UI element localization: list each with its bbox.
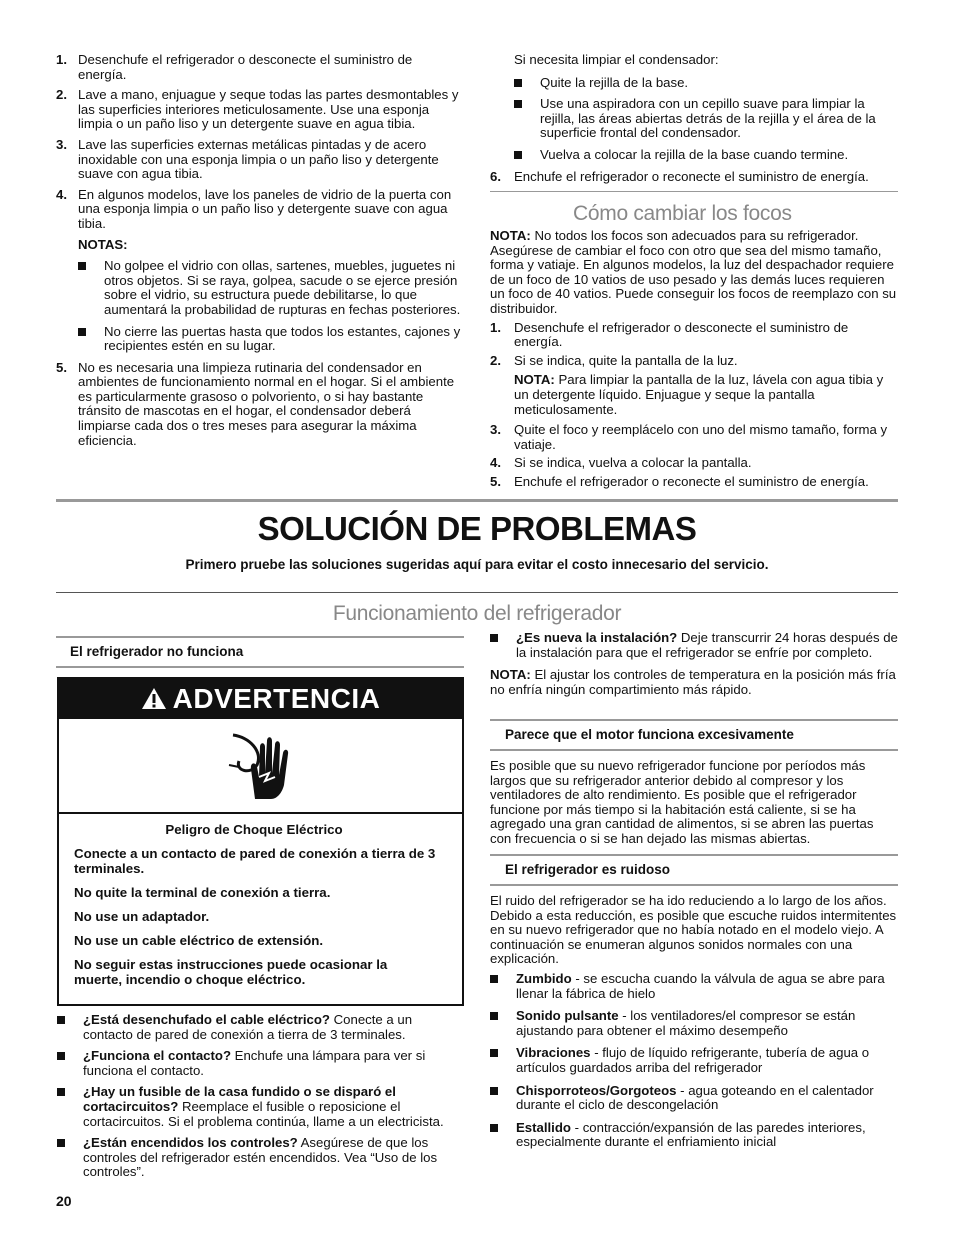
bullet-icon: [57, 1088, 65, 1096]
hazard-label: Peligro de Choque Eléctrico: [165, 822, 343, 837]
check-item: ¿Está desenchufado el cable eléctrico? Conecte a un contacto de pared de conexión a tierra de 3 terminales.: [57, 1013, 465, 1042]
not-working-heading: El refrigerador no funciona: [70, 644, 244, 659]
checks-list: [57, 1013, 465, 1187]
noisy-heading: El refrigerador es ruidoso: [505, 862, 671, 877]
bullet-icon: [57, 1052, 65, 1060]
warning-line: Conecte a un contacto de pared de conexión a tierra de 3 terminales.: [74, 846, 436, 876]
warning-line: No quite la terminal de conexión a tierra.: [74, 885, 331, 900]
right-trouble-top: [490, 631, 898, 697]
step-4: 4. En algunos modelos, lave los paneles de vidrio de la puerta con una esponja limpia o un paño liso y detergente suave con agua tibia.: [56, 186, 452, 231]
right-column-top: [490, 53, 898, 190]
bullet-icon: [490, 1012, 498, 1020]
check-item: ¿Funciona el contacto? Enchufe una lámpara para ver si funciona el contacto.: [57, 1049, 465, 1078]
bullet-icon: [78, 262, 86, 270]
nota-item: No golpee el vidrio con ollas, sartenes, muebles, juguetes ni otros objetos. Si se raya, golpea, sacude o se ejerce presión sobre el vidrio, su estructura puede debilitarse, lo que aumentará la probabilidad de rupturas en fechas posteriores.: [78, 259, 464, 317]
step-6: 6. Enchufe el refrigerador o reconecte el suministro de energía.: [490, 168, 869, 184]
focos-sub-note: NOTA: Para limpiar la pantalla de la luz, lávela con agua tibia y un detergente líquido. Enjuague y seque la pantalla meticulosamente.: [514, 372, 884, 417]
bullet-icon: [514, 79, 522, 87]
noise-item: Chisporroteos/Gorgoteos - agua goteando en el calentador durante el ciclo de descongelación: [490, 1084, 898, 1113]
bullet-icon: [57, 1016, 65, 1024]
warning-banner: ADVERTENCIA: [59, 679, 462, 719]
divider: [56, 592, 898, 593]
warning-box: [57, 677, 464, 1006]
nota-item: No cierre las puertas hasta que todos los estantes, cajones y recipientes estén en su lugar.: [78, 325, 464, 354]
troubleshoot-title: SOLUCIÓN DE PROBLEMAS: [257, 510, 697, 547]
step-1: 1. Desenchufe el refrigerador o desconecte el suministro de energía.: [56, 52, 413, 82]
check-item: ¿Es nueva la instalación? Deje transcurrir 24 horas después de la instalación para que el refrigerador se enfríe por completo.: [490, 631, 898, 660]
warning-line: No use un adaptador.: [74, 909, 210, 924]
bullet-icon: [514, 151, 522, 159]
subhead-rule-top: [490, 719, 898, 721]
divider: [490, 191, 898, 192]
step-2: 2. Lave a mano, enjuague y seque todas las partes desmontables y las superficies interiores meticulosamente. Use una esponja limpia o un paño liso y un detergente suave en agua tibia.: [56, 87, 459, 132]
bullet-icon: [490, 1087, 498, 1095]
focos-step-1: 1. Desenchufe el refrigerador o desconecte el suministro de energía.: [490, 319, 849, 350]
troubleshoot-subtitle: Primero pruebe las soluciones sugeridas aquí para evitar el costo innecesario del servicio.: [185, 557, 769, 572]
noise-item: Zumbido - se escucha cuando la válvula de agua se abre para llenar la fábrica de hielo: [490, 972, 898, 1001]
condenser-item: Vuelva a colocar la rejilla de la base cuando termine.: [514, 148, 898, 163]
focos-step-3: 3. Quite el foco y reemplácelo con uno del mismo tamaño, forma y vatiaje.: [490, 422, 888, 452]
shock-icon-area: [59, 719, 462, 814]
focos-note: NOTA: No todos los focos son adecuados para su refrigerador. Asegúrese de cambiar el foco con otro que sea del mismo tamaño, forma y vatiaje. En algunos modelos, la luz del despachador requiere de un foco de 10 vatios de uso pesado y las demás luces requieren un foco de 40 vatios. Puede conseguir los focos de reemplazo con su distribuidor.: [490, 228, 897, 316]
step-3: 3. Lave las superficies externas metálicas pintadas y de acero inoxidable con una esponja limpia o un paño liso y detergente suave con agua tibia.: [56, 136, 439, 182]
subhead-rule-bottom: [490, 749, 898, 751]
motor-heading: Parece que el motor funciona excesivamente: [505, 727, 794, 742]
subhead-rule-top: [56, 636, 464, 638]
condenser-item: Use una aspiradora con un cepillo suave para limpiar la rejilla, las áreas abiertas detrás de la rejilla y el área de la superficie frontal del condensador.: [514, 97, 898, 141]
bullet-icon: [490, 1124, 498, 1132]
focos-step-4: 4. Si se indica, vuelva a colocar la pantalla.: [490, 455, 752, 471]
left-column-top: [56, 53, 464, 454]
noise-item: Estallido - contracción/expansión de las paredes interiores, especialmente durante el enfriamiento inicial: [490, 1121, 898, 1150]
focos-step-2: 2. Si se indica, quite la pantalla de la luz.: [490, 352, 738, 368]
condenser-intro: Si necesita limpiar el condensador:: [514, 52, 719, 67]
noise-item: Vibraciones - flujo de líquido refrigerante, tubería de agua o artículos guardados arriba del refrigerador: [490, 1046, 898, 1075]
subhead-rule-top: [490, 854, 898, 856]
check-item: ¿Hay un fusible de la casa fundido o se disparó el cortacircuitos? Reemplace el fusible o reposicione el cortacircuitos. Si el problema continúa, llame a un electricista.: [57, 1085, 465, 1129]
subhead-rule-bottom: [56, 666, 464, 668]
bullet-icon: [490, 634, 498, 642]
notas-label: NOTAS:: [78, 236, 128, 252]
warning-text: [59, 814, 462, 987]
electric-shock-icon: [227, 729, 297, 803]
noisy-section: [490, 894, 898, 1157]
noise-item: Sonido pulsante - los ventiladores/el compresor se están ajustando para obtener el máximo desempeño: [490, 1009, 898, 1038]
check-item: ¿Están encendidos los controles? Asegúrese de que los controles del refrigerador estén encendidos. Vea “Uso de los controles”.: [57, 1136, 465, 1180]
notas-list: [56, 259, 464, 354]
warning-triangle-icon: [141, 687, 167, 710]
page-number: 20: [56, 1193, 72, 1209]
motor-text: Es posible que su nuevo refrigerador funcione por períodos más largos que su refrigerador anterior debido al compresor y los ventiladores de alto rendimiento. Es posible que el refrigerador funcione por más tiempo si la habitación está caliente, si se ha agregado una gran cantidad de alimentos, si se abren las puertas con frecuencia o si se han dejado las mismas abiertas.: [490, 758, 874, 846]
bullet-icon: [490, 1049, 498, 1057]
focos-step-5: 5. Enchufe el refrigerador o reconecte el suministro de energía.: [490, 473, 869, 489]
section-title: Funcionamiento del refrigerador: [332, 602, 622, 625]
warning-line: No use un cable eléctrico de extensión.: [74, 933, 324, 948]
bullet-icon: [78, 328, 86, 336]
bullet-icon: [514, 100, 522, 108]
step-5: 5. No es necesaria una limpieza rutinaria del condensador en ambientes de funcionamiento normal en el hogar. Si el ambiente es particularmente grasoso o polvoriento, o si hay bastante tránsito de mascotas en el hogar, el condensador deberá limpiarse cada dos o tres meses para asegurar la máxima eficiencia.: [56, 359, 455, 448]
controls-note: NOTA: El ajustar los controles de temperatura en la posición más fría no enfría ningún compartimiento más rápido.: [490, 667, 896, 697]
bullet-icon: [490, 975, 498, 983]
noisy-text: El ruido del refrigerador se ha ido reduciendo a lo largo de los años. Debido a esta reducción, es posible que escuche ruidos intermitentes en su nuevo refrigerador que no había notado en el modelo viejo. A continuación se enumeran algunos sonidos normales con una explicación.: [490, 893, 897, 967]
bullet-icon: [57, 1139, 65, 1147]
subhead-rule-bottom: [490, 884, 898, 886]
section-rule: [56, 499, 898, 502]
condenser-list: [490, 76, 898, 163]
focos-title: Cómo cambiar los focos: [573, 202, 792, 225]
condenser-item: Quite la rejilla de la base.: [514, 76, 898, 91]
warning-line: No seguir estas instrucciones puede ocasionar la muerte, incendio o choque eléctrico.: [74, 957, 388, 987]
focos-section: [490, 229, 898, 496]
